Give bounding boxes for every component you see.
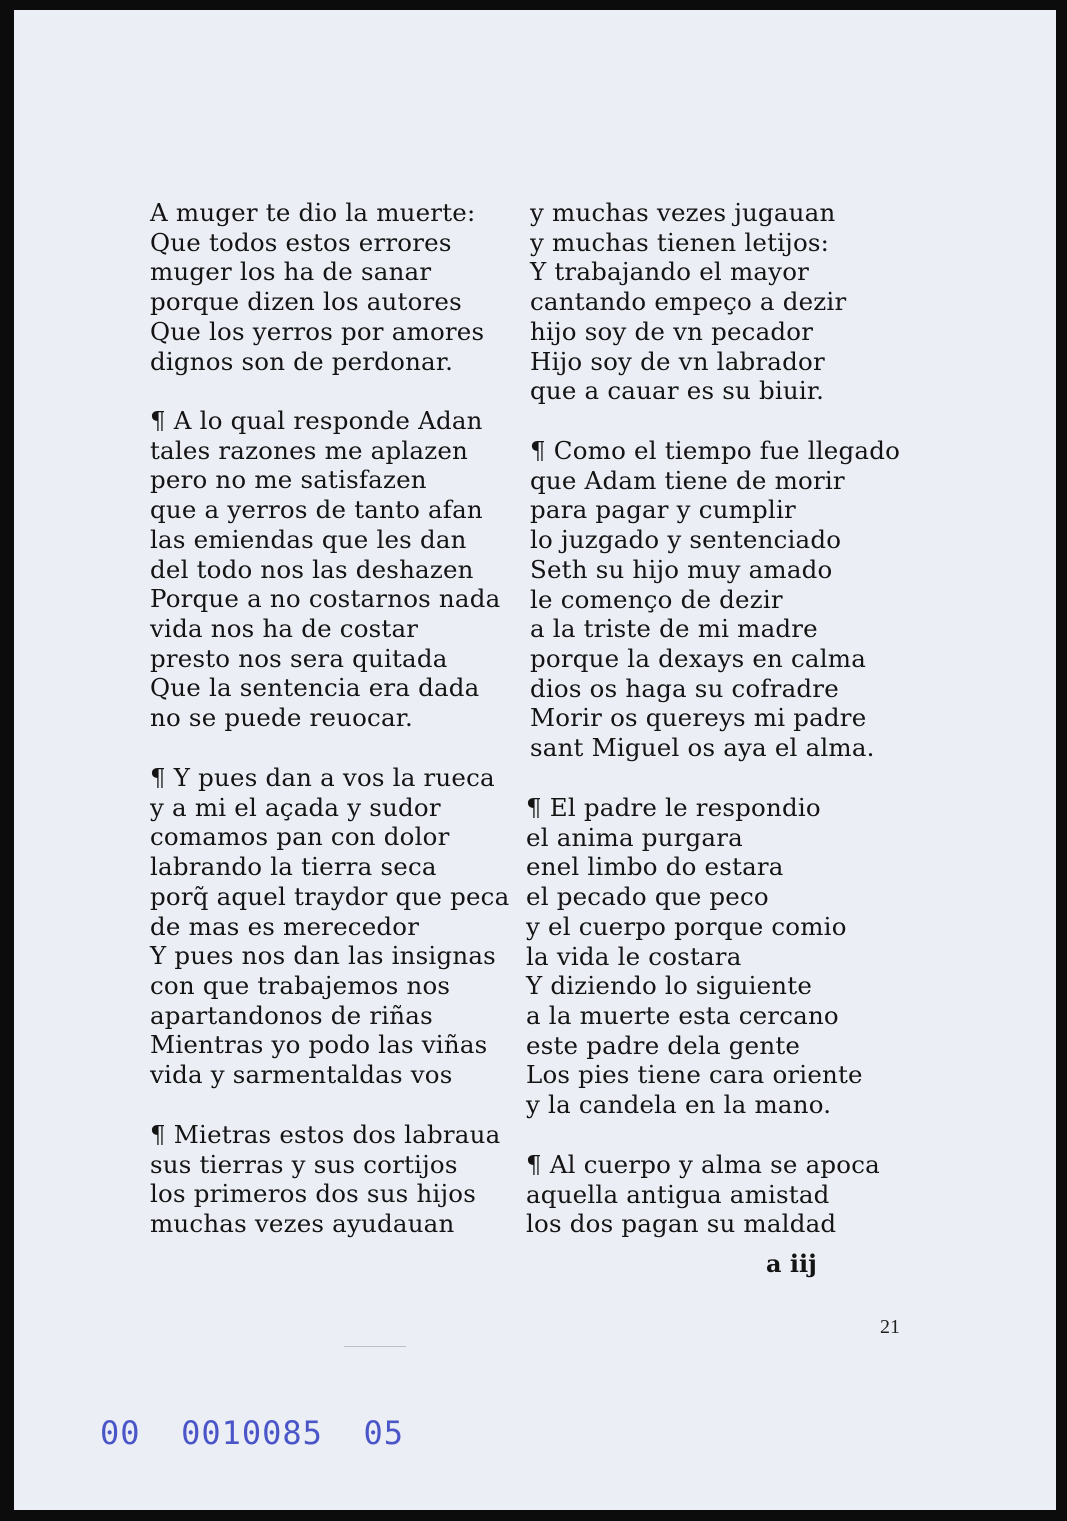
verse-line: Los pies tiene cara oriente — [526, 1060, 863, 1090]
left-stanza-2 — [150, 406, 500, 733]
verse-line: sant Miguel os aya el alma. — [530, 733, 875, 763]
verse-line: los primeros dos sus hijos — [150, 1179, 476, 1209]
verse-line: sus tierras y sus cortijos — [150, 1149, 458, 1179]
verse-line: ¶ El padre le respondio — [526, 793, 821, 822]
verse-line: tales razones me aplazen — [150, 435, 469, 465]
verse-line: le començo de dezir — [530, 584, 783, 614]
verse-line: para pagar y cumplir — [530, 495, 796, 525]
right-stanza-2 — [530, 436, 900, 763]
verse-line: cantando empeço a dezir — [530, 287, 847, 317]
verse-line: porque la dexays en calma — [530, 643, 867, 673]
verse-line: presto nos sera quitada — [150, 643, 448, 673]
document-page — [14, 10, 1056, 1510]
verse-line: con que trabajemos nos — [150, 970, 451, 1000]
verse-line: Mientras yo podo las viñas — [150, 1030, 488, 1060]
verse-line: vida y sarmentaldas vos — [150, 1060, 453, 1090]
verse-line: apartandonos de riñas — [150, 1000, 433, 1030]
verse-line: Y trabajando el mayor — [530, 257, 810, 287]
verse-line: y la candela en la mano. — [526, 1090, 832, 1120]
verse-line: que a yerros de tanto afan — [150, 495, 483, 525]
signature-mark: a iij — [766, 1249, 817, 1278]
divider — [344, 1346, 406, 1347]
verse-line: Que todos estos errores — [150, 227, 452, 257]
verse-line: ¶ Y pues dan a vos la rueca — [150, 763, 495, 792]
archive-stamp: 00 0010085 05 — [100, 1414, 404, 1452]
verse-line: el anima purgara — [526, 822, 743, 852]
verse-line: y el cuerpo porque comio — [526, 911, 847, 941]
verse-line: el pecado que peco — [526, 882, 769, 912]
verse-line: porque dizen los autores — [150, 287, 462, 317]
verse-line: dios os haga su cofradre — [530, 673, 839, 703]
verse-line: este padre dela gente — [526, 1030, 801, 1060]
left-stanza-3 — [150, 763, 509, 1090]
verse-line: la vida le costara — [526, 941, 742, 971]
verse-line: Que los yerros por amores — [150, 316, 485, 346]
verse-line: de mas es merecedor — [150, 911, 420, 941]
verse-line: del todo nos las deshazen — [150, 554, 474, 584]
verse-line: aquella antigua amistad — [526, 1179, 830, 1209]
verse-line: hijo soy de vn pecador — [530, 316, 814, 346]
verse-line: A muger te dio la muerte: — [150, 198, 476, 227]
verse-line: dignos son de perdonar. — [150, 346, 454, 376]
verse-line: las emiendas que les dan — [150, 524, 467, 554]
verse-line: y a mi el açada y sudor — [150, 792, 441, 822]
verse-line: Hijo soy de vn labrador — [530, 346, 825, 376]
verse-line: Que la sentencia era dada — [150, 673, 480, 703]
right-stanza-1 — [530, 198, 846, 406]
verse-line: Seth su hijo muy amado — [530, 554, 833, 584]
page-number: 21 — [880, 1316, 900, 1338]
verse-line: porq̃ aquel traydor que peca — [150, 881, 510, 911]
verse-line: Y diziendo lo siguiente — [526, 971, 813, 1001]
right-stanza-3 — [526, 793, 863, 1120]
verse-line: Morir os quereys mi padre — [530, 703, 867, 733]
verse-line: vida nos ha de costar — [150, 613, 419, 643]
verse-line: comamos pan con dolor — [150, 822, 450, 852]
verse-line: muchas vezes ayudauan — [150, 1209, 455, 1239]
verse-line: y muchas tienen letijos: — [530, 227, 830, 257]
verse-line: no se puede reuocar. — [150, 703, 413, 733]
verse-line: lo juzgado y sentenciado — [530, 525, 842, 555]
verse-line: a la muerte esta cercano — [526, 1000, 839, 1030]
verse-line: labrando la tierra seca — [150, 852, 437, 882]
verse-line: enel limbo do estara — [526, 852, 784, 882]
verse-line: los dos pagan su maldad — [526, 1209, 837, 1239]
verse-line: muger los ha de sanar — [150, 257, 432, 287]
verse-line: ¶ A lo qual responde Adan — [150, 406, 483, 435]
verse-line: y muchas vezes jugauan — [530, 198, 836, 227]
right-stanza-4 — [526, 1150, 880, 1239]
verse-line: que Adam tiene de morir — [530, 465, 845, 495]
verse-line: a la triste de mi madre — [530, 614, 818, 644]
verse-line: Porque a no costarnos nada — [150, 584, 501, 614]
verse-line: pero no me satisfazen — [150, 465, 427, 495]
verse-line: ¶ Como el tiempo fue llegado — [530, 436, 901, 465]
verse-line: ¶ Mietras estos dos labraua — [150, 1120, 501, 1149]
left-stanza-1 — [150, 198, 484, 376]
left-stanza-4 — [150, 1120, 500, 1239]
verse-line: que a cauar es su biuir. — [530, 376, 825, 406]
verse-line: ¶ Al cuerpo y alma se apoca — [526, 1150, 880, 1179]
verse-line: Y pues nos dan las insignas — [150, 941, 496, 971]
